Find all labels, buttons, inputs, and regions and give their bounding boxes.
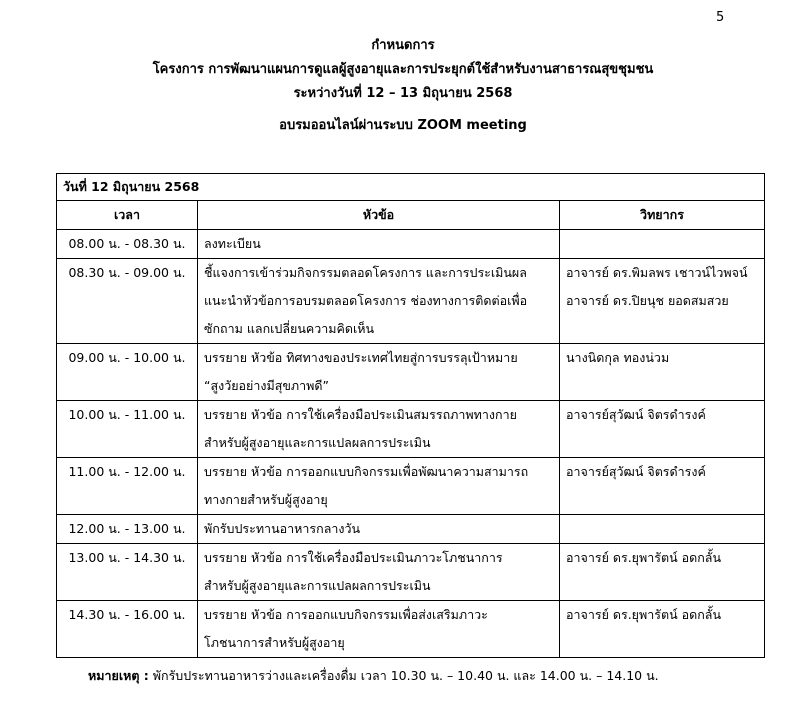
time-cell: 13.00 น. - 14.30 น. [57, 544, 198, 601]
speaker-line: อาจารย์สุวัฒน์ จิตรดำรงค์ [566, 464, 706, 479]
topic-line: บรรยาย หัวข้อ การใช้เครื่องมือประเมินภาวะโภชนาการ [204, 550, 503, 565]
speaker-cell [560, 259, 765, 344]
topic-line: ชี้แจงการเข้าร่วมกิจกรรมตลอดโครงการ และการประเมินผล [204, 265, 527, 280]
topic-cell [198, 544, 560, 601]
table-row [57, 259, 765, 344]
column-header-time: เวลา [57, 201, 198, 230]
speaker-cell [560, 515, 765, 544]
topic-line: โภชนาการสำหรับผู้สูงอายุ [204, 635, 345, 650]
day-label: วันที่ 12 มิถุนายน 2568 [57, 174, 765, 201]
topic-line: บรรยาย หัวข้อ การใช้เครื่องมือประเมินสมรรถภาพทางกาย [204, 407, 517, 422]
speaker-line: อาจารย์ ดร.พิมลพร เชาวน์ไวพจน์ [566, 265, 748, 280]
time-cell: 10.00 น. - 11.00 น. [57, 401, 198, 458]
speaker-line: อาจารย์ ดร.ยุพารัตน์ อดกลั้น [566, 607, 722, 622]
column-header-row [57, 201, 765, 230]
footnote-text: พักรับประทานอาหารว่างและเครื่องดื่ม เวลา 10.30 น. – 10.40 น. และ 14.00 น. – 14.10 น. [148, 668, 659, 683]
table-row [57, 230, 765, 259]
page-number: 5 [716, 10, 725, 25]
project-name: โครงการ การพัฒนาแผนการดูแลผู้สูงอายุและการประยุกต์ใช้สำหรับงานสาธารณสุขชุมชน [152, 62, 654, 77]
topic-line: ซักถาม แลกเปลี่ยนความคิดเห็น [204, 321, 375, 336]
topic-cell [198, 259, 560, 344]
time-cell: 11.00 น. - 12.00 น. [57, 458, 198, 515]
event-dates: ระหว่างวันที่ 12 – 13 มิถุนายน 2568 [293, 86, 513, 101]
speaker-cell [560, 230, 765, 259]
event-mode: อบรมออนไลน์ผ่านระบบ ZOOM meeting [279, 118, 527, 133]
speaker-line: นางนิดกุล ทองน่วม [566, 350, 670, 365]
time-cell: 12.00 น. - 13.00 น. [57, 515, 198, 544]
footnote [88, 666, 659, 686]
topic-line: บรรยาย หัวข้อ การออกแบบกิจกรรมเพื่อส่งเสริมภาวะ [204, 607, 488, 622]
document-header [0, 34, 806, 138]
speaker-cell [560, 544, 765, 601]
schedule-table [56, 173, 765, 658]
time-cell: 08.00 น. - 08.30 น. [57, 230, 198, 259]
topic-line: สำหรับผู้สูงอายุและการแปลผลการประเมิน [204, 578, 431, 593]
table-row [57, 344, 765, 401]
topic-cell [198, 601, 560, 658]
footnote-label: หมายเหตุ : [88, 668, 149, 683]
topic-line: แนะนำหัวข้อการอบรมตลอดโครงการ ช่องทางการติดต่อเพื่อ [204, 293, 528, 308]
column-header-topic: หัวข้อ [198, 201, 560, 230]
topic-cell [198, 458, 560, 515]
time-cell: 08.30 น. - 09.00 น. [57, 259, 198, 344]
table-row [57, 601, 765, 658]
topic-line: สำหรับผู้สูงอายุและการแปลผลการประเมิน [204, 435, 431, 450]
table-row [57, 515, 765, 544]
time-cell: 09.00 น. - 10.00 น. [57, 344, 198, 401]
topic-line: ทางกายสำหรับผู้สูงอายุ [204, 492, 328, 507]
speaker-cell [560, 458, 765, 515]
topic-cell [198, 344, 560, 401]
topic-line: บรรยาย หัวข้อ ทิศทางของประเทศไทยสู่การบรรลุเป้าหมาย [204, 350, 518, 365]
time-cell: 14.30 น. - 16.00 น. [57, 601, 198, 658]
document-title: กำหนดการ [371, 38, 435, 53]
topic-line: ลงทะเบียน [204, 236, 261, 251]
column-header-speaker: วิทยากร [560, 201, 765, 230]
table-row [57, 401, 765, 458]
topic-line: “สูงวัยอย่างมีสุขภาพดี” [204, 378, 330, 393]
topic-cell [198, 230, 560, 259]
speaker-cell [560, 344, 765, 401]
table-row [57, 458, 765, 515]
speaker-line: อาจารย์ ดร.ปิยนุช ยอดสมสวย [566, 293, 729, 308]
speaker-cell [560, 601, 765, 658]
speaker-cell [560, 401, 765, 458]
topic-cell [198, 401, 560, 458]
table-row [57, 544, 765, 601]
day-row [57, 174, 765, 201]
speaker-line: อาจารย์ ดร.ยุพารัตน์ อดกลั้น [566, 550, 722, 565]
topic-line: บรรยาย หัวข้อ การออกแบบกิจกรรมเพื่อพัฒนาความสามารถ [204, 464, 529, 479]
topic-cell [198, 515, 560, 544]
topic-line: พักรับประทานอาหารกลางวัน [204, 521, 361, 536]
speaker-line: อาจารย์สุวัฒน์ จิตรดำรงค์ [566, 407, 706, 422]
